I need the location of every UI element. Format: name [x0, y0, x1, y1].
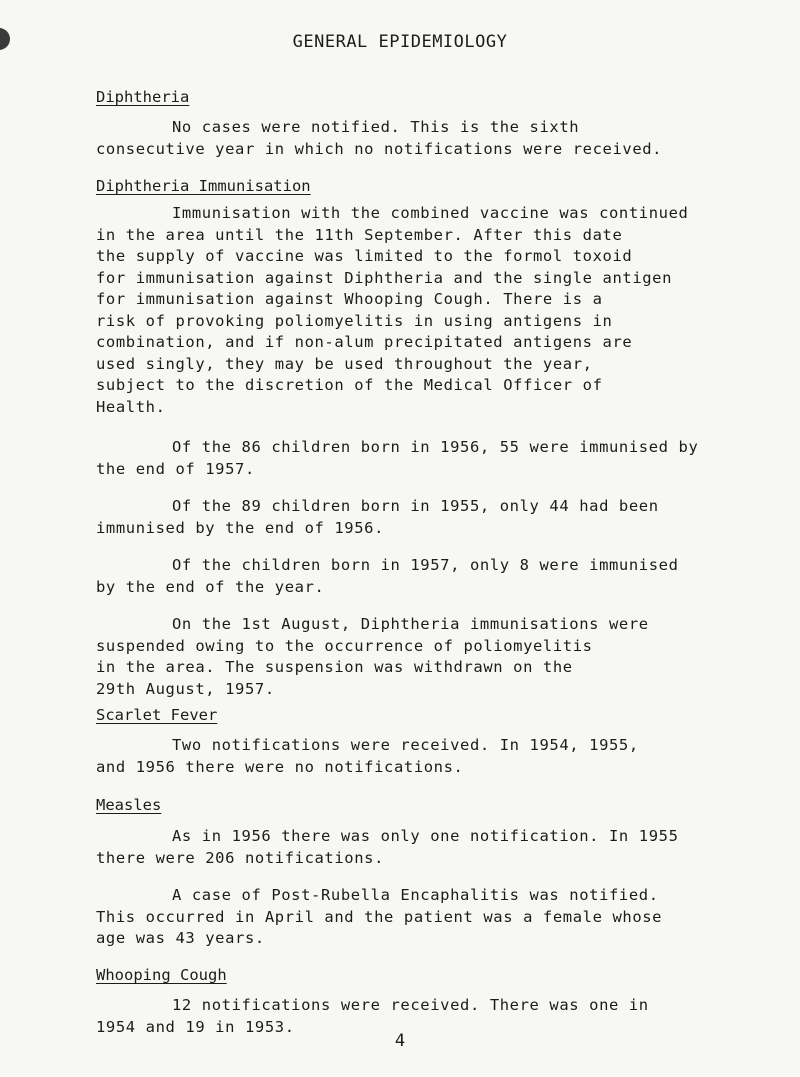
paragraph-measles-2: A case of Post-Rubella Encaphalitis was notified. This occurred in April and the patient was a female whose age was 43 years.	[96, 886, 663, 947]
page-title: GENERAL EPIDEMIOLOGY	[292, 32, 508, 52]
heading-scarlet-fever: Scarlet Fever	[96, 706, 218, 724]
paragraph-immunisation-4: Of the children born in 1957, only 8 were immunised by the end of the year.	[96, 556, 679, 596]
heading-diphtheria: Diphtheria	[96, 88, 190, 106]
paragraph-measles-1: As in 1956 there was only one notification. In 1955 there were 206 notifications.	[96, 827, 679, 867]
paragraph-diphtheria-1: No cases were notified. This is the sixth consecutive year in which no notifications were received.	[96, 118, 663, 158]
heading-diphtheria-immunisation: Diphtheria Immunisation	[96, 177, 311, 195]
paragraph-immunisation-5: On the 1st August, Diphtheria immunisations were suspended owing to the occurrence of poliomyelitis in the area. The suspension was withdrawn on the 29th August, 1957.	[96, 615, 649, 698]
paragraph-immunisation-1: Immunisation with the combined vaccine was continued in the area until the 11th September. After this date the supply of vaccine was limited to the formol toxoid for immunisation against Diphtheria and the single antigen for immunisation against Whooping Cough. There is a risk of provoking poliomyelitis in using antigens in combination, and if non-alum precipitated antigens are used singly, they may be used throughout the year, subject to the discretion of the Medical Officer of Health.	[96, 204, 689, 416]
paragraph-immunisation-2: Of the 86 children born in 1956, 55 were immunised by the end of 1957.	[96, 438, 699, 478]
paragraph-immunisation-3: Of the 89 children born in 1955, only 44 had been immunised by the end of 1956.	[96, 497, 659, 537]
paragraph-scarlet-fever-1: Two notifications were received. In 1954, 1955, and 1956 there were no notifications.	[96, 736, 639, 776]
heading-measles: Measles	[96, 796, 162, 814]
heading-whooping-cough: Whooping Cough	[96, 966, 227, 984]
paragraph-whooping-cough-1: 12 notifications were received. There was one in 1954 and 19 in 1953.	[96, 996, 649, 1036]
page-number: 4	[394, 1031, 406, 1051]
